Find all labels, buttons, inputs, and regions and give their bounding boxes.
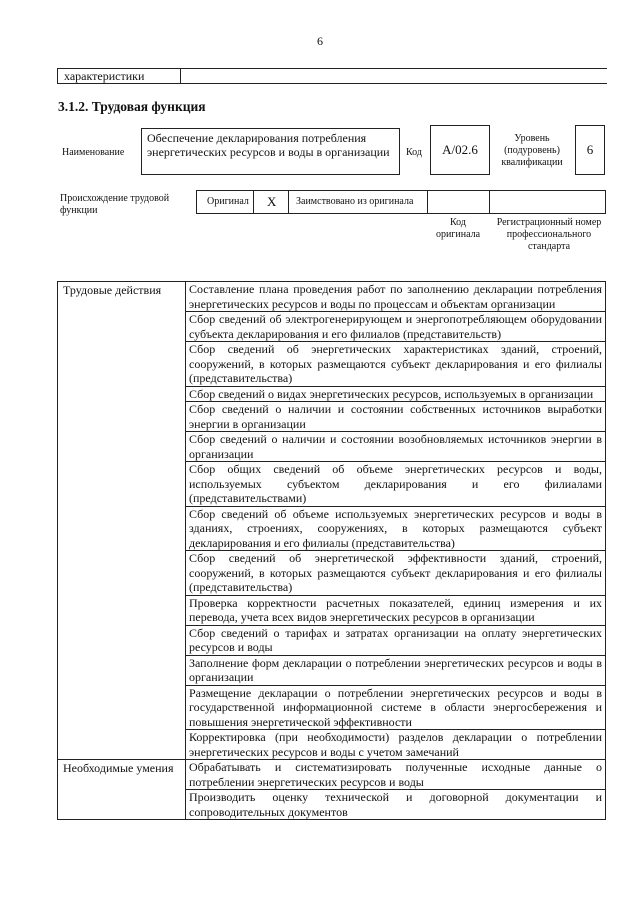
- column-divider: [288, 191, 289, 213]
- item-cell: Сбор сведений об объеме используемых энергетических ресурсов и воды в зданиях, строениях, сооружениях, в которых размещаются субъект декларирования и его филиалы (представительства): [186, 506, 606, 551]
- table-row: [58, 282, 606, 312]
- item-cell: Обрабатывать и систематизировать полученные исходные данные о потреблении энергетических ресурсов и воды: [186, 760, 606, 790]
- borrowed-label: Заимствовано из оригинала: [296, 196, 414, 207]
- origin-row: [196, 190, 606, 214]
- column-divider: [427, 191, 428, 213]
- function-name-box: Обеспечение декларирования потребления энергетических ресурсов и воды в организации: [141, 128, 400, 175]
- column-divider: [253, 191, 254, 213]
- code-label: Код: [406, 147, 422, 158]
- name-label: Наименование: [62, 147, 125, 158]
- item-cell: Размещение декларации о потреблении энергетических ресурсов и воды в государственной информационной системе в области энергосбережения и повышения энергетической эффективности: [186, 685, 606, 730]
- column-divider: [489, 191, 490, 213]
- category-cell: Трудовые действия: [58, 282, 186, 760]
- item-cell: Составление плана проведения работ по заполнению декларации потребления энергетических ресурсов и воды по процессам и объектам организации: [186, 282, 606, 312]
- item-cell: Сбор сведений о наличии и состоянии собственных источников выработки энергии в организации: [186, 402, 606, 432]
- code-value-box: A/02.6: [430, 125, 490, 175]
- origin-label: Происхождение трудовой функции: [60, 193, 170, 216]
- section-title: 3.1.2. Трудовая функция: [58, 99, 206, 114]
- original-label: Оригинал: [207, 196, 249, 207]
- category-cell: Необходимые умения: [58, 760, 186, 820]
- level-value-box: 6: [575, 125, 605, 175]
- item-cell: Сбор сведений о тарифах и затратах организации на оплату энергетических ресурсов и воды: [186, 625, 606, 655]
- item-cell: Сбор сведений о видах энергетических ресурсов, используемых в организации: [186, 386, 606, 402]
- item-cell: Заполнение форм декларации о потреблении энергетических ресурсов и воды в организации: [186, 655, 606, 685]
- page-number: 6: [317, 34, 323, 48]
- table-row: [58, 760, 606, 790]
- previous-table-row: [57, 68, 607, 84]
- item-cell: Корректировка (при необходимости) разделов декларации о потреблении энергетических ресурсов и воды с учетом замечаний: [186, 730, 606, 760]
- item-cell: Сбор сведений об электрогенерирующем и энергопотребляющем оборудовании субъекта декларирования и его филиалов (представительств): [186, 312, 606, 342]
- registration-number-caption: Регистрационный номер профессионального стандарта: [496, 217, 602, 252]
- level-label: Уровень (подуровень) квалификации: [501, 133, 563, 168]
- previous-row-label: характеристики: [64, 69, 145, 83]
- item-cell: Сбор сведений об энергетической эффективности зданий, строений, сооружений, в которых размещаются субъект декларирования и его филиалы (представительства): [186, 551, 606, 596]
- item-cell: Производить оценку технической и договорной документации и сопроводительных документов: [186, 790, 606, 820]
- code-original-caption: Код оригинала: [435, 217, 481, 240]
- item-cell: Сбор общих сведений об объеме энергетических ресурсов и воды, используемых субъектом декларирования и его филиалами (представительствами): [186, 462, 606, 507]
- item-cell: Сбор сведений об энергетических характеристиках зданий, строений, сооружений, в которых размещаются субъект декларирования и его филиалы (представительства): [186, 342, 606, 387]
- column-divider: [180, 68, 181, 84]
- labor-function-table: [57, 281, 606, 820]
- item-cell: Проверка корректности расчетных показателей, единиц измерения и их перевода, учета всех видов энергетических ресурсов в организации: [186, 595, 606, 625]
- item-cell: Сбор сведений о наличии и состоянии возобновляемых источников энергии в организации: [186, 432, 606, 462]
- original-mark: X: [267, 194, 277, 209]
